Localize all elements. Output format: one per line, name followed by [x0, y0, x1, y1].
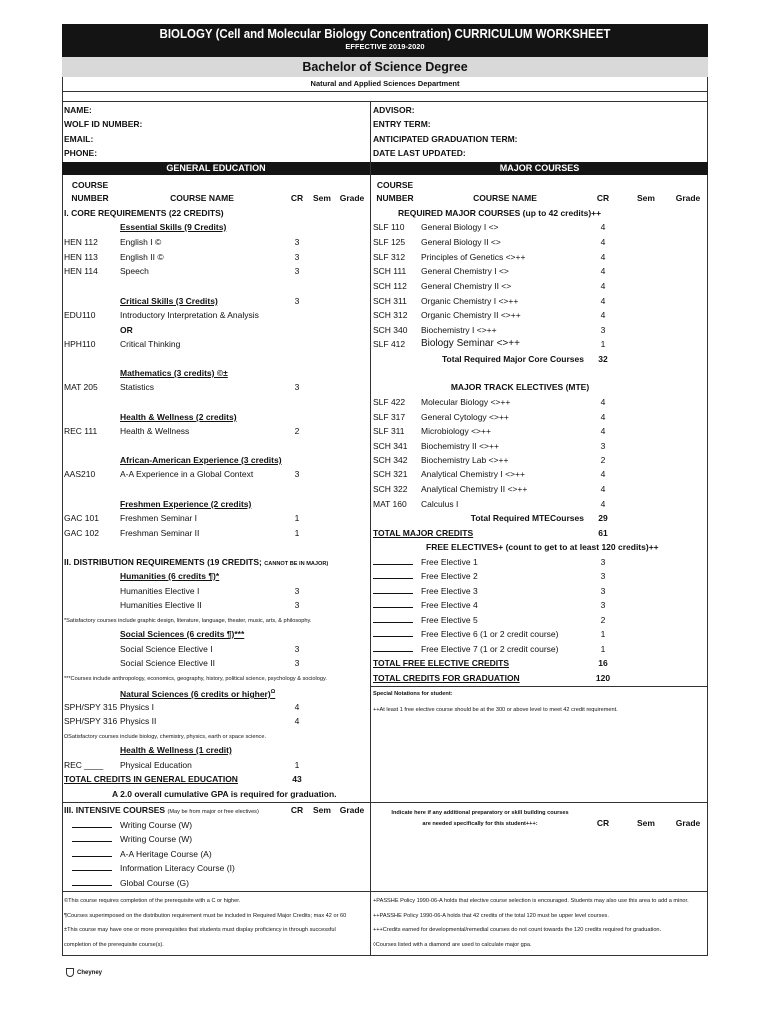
- course-name: General Cytology <>++: [421, 412, 509, 422]
- department-name: Natural and Applied Sciences Department: [62, 77, 708, 92]
- course-credits: 1: [600, 644, 606, 654]
- track-total-label: Total Required MTECourses: [470, 513, 584, 523]
- course-name: Biochemistry Lab <>++: [421, 455, 509, 465]
- total-graduation: 120: [595, 673, 611, 683]
- course-number: SLF 412: [373, 339, 406, 349]
- course-name: Speech: [120, 266, 149, 276]
- total-free-label: TOTAL FREE ELECTIVE CREDITS: [373, 658, 510, 668]
- course-name: General Chemistry II <>: [421, 281, 512, 291]
- course-name: Molecular Biology <>++: [421, 397, 511, 407]
- footnote: ©This course requires completion of the prerequisite with a C or higher.: [64, 898, 241, 904]
- course-name: Principles of Genetics <>++: [421, 252, 526, 262]
- course-number: SCH 322: [373, 484, 408, 494]
- col-course: COURSE: [376, 180, 414, 190]
- course-number: SPH/SPY 315: [64, 702, 118, 712]
- blank-line[interactable]: [72, 861, 112, 875]
- gen-ed-heading: GENERAL EDUCATION: [62, 162, 370, 175]
- course-name: Physical Education: [120, 760, 192, 770]
- footnote: +++Credits earned for developmental/remedial courses do not count towards the 120 credits required for graduation.: [373, 927, 662, 933]
- course-number: SLF 312: [373, 252, 406, 262]
- course-name: Organic Chemistry II <>++: [421, 310, 521, 320]
- blank-line[interactable]: [72, 832, 112, 846]
- course-number: SPH/SPY 316: [64, 716, 118, 726]
- course-name: A-A Experience in a Global Context: [120, 469, 254, 479]
- course-number: REC ____: [64, 760, 104, 770]
- critical-skills-title: Critical Skills (3 Credits): [120, 296, 218, 306]
- course-credits: 4: [600, 266, 606, 276]
- course-credits: 1: [600, 629, 606, 639]
- course-credits: 4: [600, 499, 606, 509]
- or-label: OR: [120, 325, 133, 335]
- required-total-label: Total Required Major Core Courses: [441, 354, 584, 364]
- course-credits: 3: [600, 441, 606, 451]
- blank-line[interactable]: [373, 613, 413, 627]
- free-electives-title: FREE ELECTIVES+ (count to get to at least 120 credits)++: [426, 542, 659, 552]
- course-name: Humanities Elective I: [120, 586, 200, 596]
- required-total: 32: [598, 354, 608, 364]
- course-number: GAC 101: [64, 513, 99, 523]
- total-graduation-label: TOTAL CREDITS FOR GRADUATION: [373, 673, 520, 683]
- prep-note: Indicate here if any additional preparatory or skill building courses are needed specifically for this student+++:: [391, 810, 569, 827]
- course-name: Statistics: [120, 382, 155, 392]
- course-number: SCH 321: [373, 469, 408, 479]
- course-number: HEN 114: [64, 266, 98, 276]
- natural-sciences-title: Natural Sciences (6 credits or higher)$^\Omega$: [120, 688, 276, 699]
- social-sciences-note: ***Courses include anthropology, economics, geography, history, political science, psychology & sociology.: [64, 676, 327, 682]
- course-name: Biochemistry I <>++: [421, 325, 497, 335]
- course-name: Physics I: [120, 702, 155, 712]
- course-number: SCH 342: [373, 455, 408, 465]
- name-field[interactable]: NAME:: [64, 105, 92, 115]
- intensive-course: Information Literacy Course (I): [120, 863, 235, 873]
- aa-experience-title: African-American Experience (3 credits): [120, 455, 282, 465]
- course-credits: 4: [294, 702, 300, 712]
- course-number: MAT 160: [373, 499, 407, 509]
- course-name: Physics II: [120, 716, 157, 726]
- course-credits: 1: [294, 513, 300, 523]
- course-credits: 3: [294, 658, 300, 668]
- course-credits: 3: [600, 600, 606, 610]
- course-number: SLF 317: [373, 412, 406, 422]
- col-sem: Sem: [313, 805, 331, 815]
- course-credits: 3: [294, 237, 300, 247]
- course-credits: 4: [294, 716, 300, 726]
- course-name: Organic Chemistry I <>++: [421, 296, 519, 306]
- course-name: Analytical Chemistry I <>++: [421, 469, 525, 479]
- blank-line[interactable]: [373, 642, 413, 656]
- col-cr: CR: [596, 193, 610, 203]
- required-major-title: REQUIRED MAJOR COURSES (up to 42 credits)++: [398, 208, 602, 218]
- degree-title: Bachelor of Science Degree: [62, 57, 708, 77]
- course-credits: 3: [600, 586, 606, 596]
- course-credits: 4: [600, 281, 606, 291]
- course-credits: 3: [294, 252, 300, 262]
- course-name: Introductory Interpretation & Analysis: [120, 310, 259, 320]
- course-name: English II ©: [120, 252, 164, 262]
- course-credits: 4: [600, 237, 606, 247]
- course-credits: 4: [600, 426, 606, 436]
- blank-line[interactable]: [373, 584, 413, 598]
- health-title: Health & Wellness (2 credits): [120, 412, 237, 422]
- footnote: ++PASSHE Policy 1990-06-A holds that 42 credits of the total 120 must be upper level courses.: [373, 913, 609, 919]
- health-title-2: Health & Wellness (1 credit): [120, 745, 232, 755]
- course-credits: 4: [600, 222, 606, 232]
- gen-ed-total-label: TOTAL CREDITS IN GENERAL EDUCATION: [64, 774, 238, 784]
- col-number: NUMBER: [71, 193, 109, 203]
- col-cr: CR: [290, 805, 304, 815]
- course-credits: 4: [600, 469, 606, 479]
- course-credits: 2: [600, 455, 606, 465]
- course-credits: 2: [294, 426, 300, 436]
- col-course-name: COURSE NAME: [170, 193, 234, 203]
- intensive-course: Writing Course (W): [120, 834, 193, 844]
- course-credits: 4: [600, 397, 606, 407]
- blank-line[interactable]: [72, 876, 112, 890]
- course-credits: 3: [294, 266, 300, 276]
- course-name: Biochemistry II <>++: [421, 441, 499, 451]
- course-credits: 1: [294, 760, 300, 770]
- course-number: GAC 102: [64, 528, 99, 538]
- course-number: HPH110: [64, 339, 96, 349]
- course-credits: 3: [600, 571, 606, 581]
- entry-term-field[interactable]: ENTRY TERM:: [373, 119, 431, 129]
- course-credits: 3: [294, 586, 300, 596]
- course-credits: 1: [294, 528, 300, 538]
- col-number: NUMBER: [376, 193, 414, 203]
- course-number: SCH 311: [373, 296, 407, 306]
- divider: [62, 891, 370, 892]
- intensive-course: Writing Course (W): [120, 820, 193, 830]
- graduation-term-field[interactable]: ANTICIPATED GRADUATION TERM:: [373, 134, 518, 144]
- course-number: SCH 112: [373, 281, 407, 291]
- blank-line[interactable]: [72, 847, 112, 861]
- footnote: completion of the prerequisite course(s).: [64, 942, 164, 948]
- track-total: 29: [598, 513, 608, 523]
- course-name: Free Elective 6 (1 or 2 credit course): [421, 629, 559, 639]
- col-sem: Sem: [313, 193, 331, 203]
- blank-line[interactable]: [373, 627, 413, 641]
- course-name: Calculus I: [421, 499, 459, 509]
- email-field[interactable]: EMAIL:: [64, 134, 94, 144]
- course-number: SLF 311: [373, 426, 405, 436]
- course-name: Health & Wellness: [120, 426, 190, 436]
- course-number: REC 111: [64, 426, 98, 436]
- course-credits: 4: [600, 484, 606, 494]
- course-credits: 3: [600, 557, 606, 567]
- shield-icon: [66, 968, 74, 977]
- track-electives-title: MAJOR TRACK ELECTIVES (MTE): [450, 382, 590, 392]
- course-number: SCH 341: [373, 441, 408, 451]
- essential-skills-title: Essential Skills (9 Credits): [120, 222, 227, 232]
- phone-field[interactable]: PHONE:: [64, 148, 98, 158]
- course-credits: 2: [600, 615, 606, 625]
- course-credits: 4: [600, 296, 606, 306]
- col-cr: CR: [596, 818, 610, 828]
- course-credits: 4: [600, 310, 606, 320]
- advisor-field[interactable]: ADVISOR:: [373, 105, 415, 115]
- date-updated-field[interactable]: DATE LAST UPDATED:: [373, 148, 466, 158]
- blank-line[interactable]: [72, 818, 112, 832]
- course-credits: 3: [294, 600, 300, 610]
- course-name: Analytical Chemistry II <>++: [421, 484, 528, 494]
- col-cr: CR: [290, 193, 304, 203]
- course-name: Biology Seminar <>++: [421, 338, 520, 349]
- course-name: Microbiology <>++: [421, 426, 491, 436]
- col-sem: Sem: [637, 818, 655, 828]
- blank-line[interactable]: [373, 598, 413, 612]
- course-credits: 3: [294, 382, 300, 392]
- course-credits: 1: [600, 339, 606, 349]
- course-credits: 3: [294, 644, 300, 654]
- course-number: SLF 422: [373, 397, 406, 407]
- distribution-title: II. DISTRIBUTION REQUIREMENTS (19 CREDITS; CANNOT BE IN MAJOR): [64, 557, 329, 567]
- footnote: ±This course may have one or more prerequisites that students must display proficiency in through successful: [64, 927, 336, 933]
- blank-line[interactable]: [373, 569, 413, 583]
- effective-date: EFFECTIVE 2019-2020: [345, 42, 425, 51]
- course-name: English I ©: [120, 237, 162, 247]
- col-course-name: COURSE NAME: [473, 193, 537, 203]
- course-credits: 4: [600, 252, 606, 262]
- university-logo: Cheyney: [66, 968, 102, 977]
- course-number: SLF 125: [373, 237, 406, 247]
- course-number: SCH 312: [373, 310, 408, 320]
- course-credits: 3: [294, 469, 300, 479]
- divider: [371, 802, 708, 803]
- course-name: General Biology I <>: [421, 222, 499, 232]
- course-name: Freshmen Seminar I: [120, 513, 197, 523]
- course-number: SCH 111: [373, 266, 407, 276]
- course-number: MAT 205: [64, 382, 98, 392]
- total-major: 61: [598, 528, 608, 538]
- course-name: Critical Thinking: [120, 339, 181, 349]
- course-number: EDU110: [64, 310, 96, 320]
- course-number: HEN 112: [64, 237, 98, 247]
- worksheet-title: BIOLOGY (Cell and Molecular Biology Concentration) CURRICULUM WORKSHEET: [159, 27, 611, 41]
- intensive-course: A-A Heritage Course (A): [120, 849, 212, 859]
- special-note: ++At least 1 free elective course should be at the 300 or above level to meet 42 credit requirement.: [373, 707, 618, 713]
- course-name: Free Elective 3: [421, 586, 478, 596]
- gpa-note: A 2.0 overall cumulative GPA is required for graduation.: [112, 789, 337, 799]
- title-banner: [62, 24, 708, 57]
- course-name: Social Science Elective I: [120, 644, 213, 654]
- special-notations-label: Special Notations for student:: [373, 691, 453, 697]
- divider: [371, 891, 708, 892]
- freshmen-title: Freshmen Experience (2 credits): [120, 499, 252, 509]
- total-major-label: TOTAL MAJOR CREDITS: [373, 528, 474, 538]
- col-grade: Grade: [675, 193, 701, 203]
- footnote: ◊Courses listed with a diamond are used to calculate major gpa.: [373, 942, 532, 948]
- gen-ed-total: 43: [292, 774, 302, 784]
- footnote: ¶Courses superimposed on the distribution requirement must be included in Required Major Credits; max 42 or 60: [64, 913, 347, 919]
- course-credits: 3: [600, 325, 606, 335]
- total-free: 16: [598, 658, 608, 668]
- social-sciences-title: Social Sciences (6 credits ¶)***: [120, 629, 245, 639]
- course-name: Social Science Elective II: [120, 658, 215, 668]
- course-name: General Chemistry I <>: [421, 266, 509, 276]
- wolf-id-field[interactable]: WOLF ID NUMBER:: [64, 119, 143, 129]
- core-requirements-title: I. CORE REQUIREMENTS (22 CREDITS): [64, 208, 224, 218]
- math-title: Mathematics (3 credits) ©±: [120, 368, 228, 378]
- blank-line[interactable]: [373, 555, 413, 569]
- course-credits: 4: [600, 412, 606, 422]
- col-grade: Grade: [339, 193, 365, 203]
- course-name: Free Elective 4: [421, 600, 478, 610]
- humanities-note: *Satisfactory courses include graphic design, literature, language, theater, music, arts, & philosophy.: [64, 618, 312, 624]
- course-number: AAS210: [64, 469, 96, 479]
- intensive-course: Global Course (G): [120, 878, 189, 888]
- col-grade: Grade: [339, 805, 365, 815]
- natural-sciences-note: ΩSatisfactory courses include biology, chemistry, physics, earth or space science.: [64, 734, 267, 740]
- intensive-title: III. INTENSIVE COURSES (May be from major or free electives): [64, 805, 259, 815]
- col-grade: Grade: [675, 818, 701, 828]
- col-course: COURSE: [71, 180, 109, 190]
- course-number: SLF 110: [373, 222, 405, 232]
- course-name: Free Elective 2: [421, 571, 478, 581]
- course-number: SCH 340: [373, 325, 408, 335]
- course-name: Free Elective 1: [421, 557, 478, 567]
- major-heading: MAJOR COURSES: [371, 162, 708, 175]
- course-name: Free Elective 5: [421, 615, 478, 625]
- footnote: +PASSHE Policy 1990-06-A holds that elective course selection is encouraged. Students may also use this area to add a minor.: [373, 898, 689, 904]
- course-number: HEN 113: [64, 252, 98, 262]
- course-credits: 3: [294, 296, 300, 306]
- course-name: Freshman Seminar II: [120, 528, 200, 538]
- humanities-title: Humanities (6 credits ¶)*: [120, 571, 220, 581]
- course-name: Free Elective 7 (1 or 2 credit course): [421, 644, 559, 654]
- course-name: Humanities Elective II: [120, 600, 202, 610]
- divider: [62, 101, 708, 102]
- col-sem: Sem: [637, 193, 655, 203]
- course-name: General Biology II <>: [421, 237, 501, 247]
